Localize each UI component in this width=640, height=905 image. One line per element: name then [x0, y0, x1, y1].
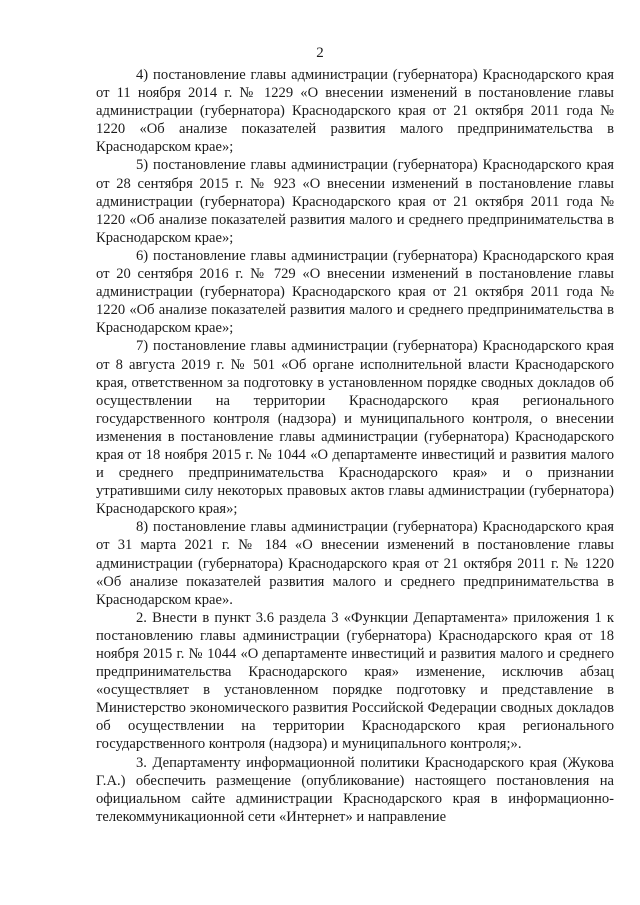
page-number: 2	[316, 45, 324, 61]
paragraph-section-2: 2. Внести в пункт 3.6 раздела 3 «Функции Департамента» приложения 1 к постановлению главы администрации (губернатора) Краснодарского края от 18 ноября 2015 г. № 1044 «О департаменте инвестиций и развития малого и среднего предпринимательства Краснодарского края» изменение, исключив абзац «осуществляет в установленном порядке подготовку и представление в Министерство экономического развития Российской Федерации сводных докладов об осуществлении на территории Краснодарского края регионального государственного контроля (надзора) и муниципального контроля;».	[96, 609, 614, 753]
paragraph-item-4: 4) постановление главы администрации (губернатора) Краснодарского края от 11 ноября 2014 г. № 1229 «О внесении изменений в постановление главы администрации (губернатора) Краснодарского края от 21 октября 2011 года № 1220 «Об анализе показателей развития малого предпринимательства в Краснодарском крае»;	[96, 67, 614, 156]
paragraph-section-3: 3. Департаменту информационной политики Краснодарского края (Жукова Г.А.) обеспечить размещение (опубликование) настоящего постановления на официальном сайте администрации Краснодарского края в информационно-телекоммуникационной сети «Интернет» и направление	[96, 754, 614, 825]
paragraph-item-8: 8) постановление главы администрации (губернатора) Краснодарского края от 31 марта 2021 г. № 184 «О внесении изменений в постановление главы администрации (губернатора) Краснодарского края от 21 октября 2011 г. № 1220 «Об анализе показателей развития малого и среднего предпринимательства в Краснодарском крае».	[96, 519, 614, 608]
paragraph-item-6: 6) постановление главы администрации (губернатора) Краснодарского края от 20 сентября 2016 г. № 729 «О внесении изменений в постановление главы администрации (губернатора) Краснодарского края от 21 октября 2011 года № 1220 «Об анализе показателей развития малого и среднего предпринимательства в Краснодарском крае»;	[96, 247, 614, 337]
paragraph-item-5: 5) постановление главы администрации (губернатора) Краснодарского края от 28 сентября 2015 г. № 923 «О внесении изменений в постановление главы администрации (губернатора) Краснодарского края от 21 октября 2011 года № 1220 «Об анализе показателей развития малого и среднего предпринимательства в Краснодарском крае»;	[96, 157, 614, 246]
paragraph-item-7: 7) постановление главы администрации (губернатора) Краснодарского края от 8 августа 2019 г. № 501 «Об органе исполнительной власти Краснодарского края, ответственном за подготовку в установленном порядке сводных докладов об осуществлении на территории Краснодарского края регионального государственного контроля (надзора) и муниципального контроля, о внесении изменения в постановление главы администрации (губернатора) Краснодарского края от 18 ноября 2015 г. № 1044 «О департаменте инвестиций и развития малого и среднего предпринимательства Краснодарского края» и о признании утратившими силу некоторых правовых актов главы администрации (губернатора) Краснодарского края»;	[96, 338, 614, 518]
document-body	[96, 66, 614, 826]
